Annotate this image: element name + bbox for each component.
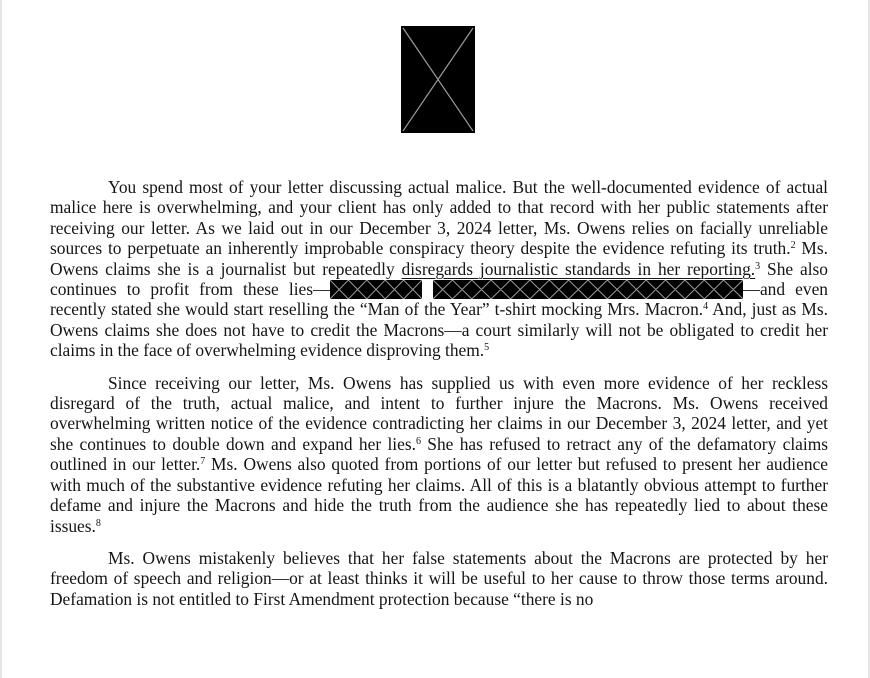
footnote-ref-2: 2	[790, 240, 796, 252]
p2-sentence-2: She has refused to retract any of the defamatory claims outlined in our letter.	[50, 433, 828, 475]
redaction-block-1	[330, 280, 422, 299]
p1-sentence-3b: —and even recently stated she would start reselling the “Man of the Year” t-shirt mocking Mrs. Macron.	[50, 279, 828, 320]
footnote-ref-5: 5	[484, 342, 490, 354]
redaction-cross-icon	[401, 26, 475, 133]
paragraph-reckless-disregard	[50, 373, 828, 536]
redaction-block-2	[433, 280, 743, 299]
footnote-ref-4: 4	[703, 301, 709, 313]
p1-sentence-4: And, just as Ms. Owens claims she does not have to credit the Macrons—a court similarly will not be obligated to credit her claims in the face of overwhelming evidence disproving them.	[50, 299, 828, 361]
redaction-hatch-icon	[433, 280, 743, 299]
p1-sentence-1: You spend most of your letter discussing actual malice. But the well-documented evidence of actual malice here is overwhelming, and your client has only added to that record with her public statements after receiving our letter. As we laid out in our December 3, 2024 letter, Ms. Owens relies on facially unreliable sources to perpetuate an inherently improbable conspiracy theory despite the evidence refuting its truth.	[50, 177, 828, 259]
paragraph-actual-malice	[50, 177, 828, 361]
footnote-ref-3: 3	[755, 260, 761, 272]
p2-sentence-1: Since receiving our letter, Ms. Owens has supplied us with even more evidence of her reckless disregard of the truth, actual malice, and intent to further injure the Macrons. Ms. Owens received overwhelming written notice of the evidence contradicting her claims in our December 3, 2024 letter, and yet she continues to double down and expand her lies.	[50, 372, 828, 454]
redaction-hatch-icon	[330, 280, 422, 299]
underlined-phrase: disregards journalistic standards in her reporting.	[401, 258, 756, 279]
letter-body	[50, 177, 828, 609]
p3-sentence-1: Ms. Owens mistakenly believes that her false statements about the Macrons are protected by her freedom of speech and religion—or at least thinks it will be useful to her cause to throw those terms around. Defamation is not entitled to First Amendment protection because “there is no	[50, 547, 828, 609]
footnote-ref-6: 6	[415, 435, 421, 447]
paragraph-first-amendment	[50, 548, 828, 609]
p2-sentence-3: Ms. Owens also quoted from portions of our letter but refused to present her audience with much of the substantive evidence refuting her claims. All of this is a blatantly obvious attempt to further defame and injure the Macrons and hide the truth from the audience she has repeatedly lied to about these issues.	[50, 454, 828, 536]
p1-sentence-2: Ms. Owens claims she is a journalist but repeatedly	[50, 238, 828, 279]
redacted-letterhead-box	[401, 26, 475, 133]
p1-sentence-3: She also continues to profit from these lies—	[50, 258, 828, 300]
footnote-ref-8: 8	[95, 517, 101, 529]
footnote-ref-7: 7	[200, 456, 206, 468]
